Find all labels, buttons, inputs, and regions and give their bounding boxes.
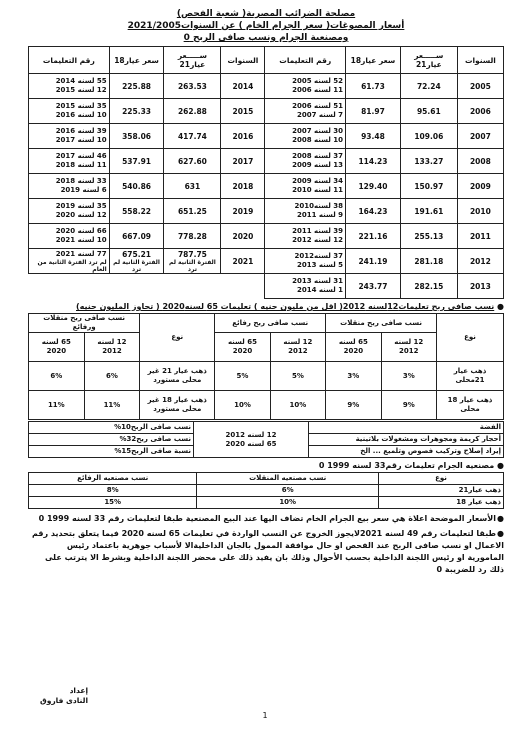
section-3-title-text: مصنعيه الجرام تعليمات رقم33 لسنه 1999 0 [318,461,495,470]
note-line: 37 لسنه2012 [294,252,344,260]
notes-cell [265,174,346,199]
notes-section [28,513,504,576]
rate-cell: نسبة صافى الربح15% [29,446,194,458]
item-cell: إيراد إصلاح وتركيب فصوص وتلميع ... الخ [309,446,504,458]
other-items-table [28,421,504,458]
item-cell: أحجار كريمة ومجوهرات ومشغولات بلاتينية [309,434,504,446]
year-12-header: 12 لسنه 2012 [270,333,325,362]
table-row [29,174,504,199]
movable-header: نسب مصنعيه المنقلات [197,473,379,485]
price21-cell: 263.53 [164,74,221,99]
price21-cell: 95.61 [400,99,457,124]
notes-cell [265,274,346,299]
header-line-3: ومصنعية الجرام ونسب صافى الربح 0 [183,33,349,43]
note-line: 51 لسنه 2006 [292,102,344,110]
price21-cell: 417.74 [164,124,221,149]
price18-cell: 540.86 [109,174,164,199]
header-line-1: مصلحة الضرائب المصرية( شعبة الفحص) [176,9,356,19]
note-line: 46 لسنه 2017 [55,152,107,160]
notes-cell [29,199,110,224]
note-line: 35 لسنه 2019 [55,202,107,210]
price18-cell: 221.16 [346,224,401,249]
note-line: 11 لسنه 2010 [292,186,344,194]
note-line: 33 لسنه 2018 [55,177,107,185]
price18-cell: 667.09 [109,224,164,249]
prepared-by [40,686,88,706]
rate-cell: 11% [84,391,140,420]
type-header: نوع [437,314,504,362]
prices-table [28,46,504,299]
note-line: 9 لسنه 2011 [296,211,344,219]
note-line: 12 لسنه 2015 [55,86,107,94]
type-cell: ذهب عيار 18 محلى [437,391,504,420]
year-cell: 2021 [221,249,265,274]
year-cell: 2017 [221,149,265,174]
price18-cell: 558.22 [109,199,164,224]
table-row [29,274,504,299]
rate-cell: 10% [197,497,379,509]
document-header [28,8,504,44]
note-paragraph [28,528,504,576]
note-line: 11 لسنه 2018 [55,161,107,169]
note-line: 38 لسنه2010 [294,202,344,210]
notes-cell [29,149,110,174]
price21-cell: 150.97 [400,174,457,199]
combined-header: نسب صافى ربح منقلات ورفائع [29,314,140,333]
price18-cell: 243.77 [346,274,401,299]
notes-cell [265,124,346,149]
note-line: 34 لسنه 2009 [292,177,344,185]
col-price18-left: سعر عيار18 [109,47,164,74]
price21-cell: 631 [164,174,221,199]
movable-header: نسب صافى ربح منقلات [326,314,437,333]
type-cell: ذهب عيار 21محلى [437,362,504,391]
item-cell: الفضة [309,422,504,434]
note-line: 30 لسنه 2007 [292,127,344,135]
price18-cell: 114.23 [346,149,401,174]
type-cell: ذهب عيار 18 غير محلى مستورد [140,391,215,420]
col-price21-left: ســـــعر عيار21 [164,47,221,74]
note-line: 11 لسنه 2006 [292,86,344,94]
year-cell: 2019 [221,199,265,224]
year-65-header: 65 لسنه 2020 [215,333,270,362]
year-cell: 2014 [221,74,265,99]
rate-cell: 8% [29,485,197,497]
table-row [29,99,504,124]
rate-cell: 6% [84,362,140,391]
note-line: 6 لسنه 2019 [60,186,107,194]
table-row [29,149,504,174]
price21-cell: 627.60 [164,149,221,174]
price18-cell: 61.73 [346,74,401,99]
profit-rates-table [28,313,504,420]
note-line: 7 لسنه 2007 [296,111,344,119]
table-row [29,224,504,249]
type-header: نوع [140,314,215,362]
note-line: 39 لسنه 2011 [292,227,344,235]
type-cell: ذهب عيار 18 [379,497,504,509]
year-cell: 2011 [457,224,503,249]
instruction-line: 12 لسنه 2012 [225,430,277,439]
rate-cell: 9% [326,391,381,420]
note-line: لم ترد الفترة الثانية من العام [37,258,107,273]
col-price21-right: ســـــعر عيار21 [400,47,457,74]
section-2-title-text: نسب صافى ربح تعليمات12لسنه 2012( اقل من مليون جنيه ) تعليمات 65 لسنه2020 ( تجاوز المليون جنيه) [76,302,495,311]
notes-cell [265,149,346,174]
type-header: نوع [379,473,504,485]
note-line: 13 لسنه 2009 [292,161,344,169]
year-cell: 2007 [457,124,503,149]
rate-cell: نسب صافى ربح32% [29,434,194,446]
price21-cell: 282.15 [400,274,457,299]
notes-cell [29,99,110,124]
bullet-icon: ● [497,529,504,538]
note-line: 10 لسنه 2016 [55,111,107,119]
notes-cell [29,224,110,249]
year-cell: 2010 [457,199,503,224]
table-row [29,249,504,274]
year-cell: 2018 [221,174,265,199]
year-cell: 2008 [457,149,503,174]
price18-cell: 129.40 [346,174,401,199]
rate-cell: 9% [381,391,436,420]
notes-cell [29,74,110,99]
rate-cell: 15% [29,497,197,509]
instructions-cell [194,422,309,458]
note-line: 12 لسنه 2020 [55,211,107,219]
rate-cell: 3% [381,362,436,391]
note-line: 12 لسنه 2012 [292,236,344,244]
prepared-label: إعداد [69,686,89,695]
price21-cell [164,249,221,274]
note-line: 66 لسنه 2020 [55,227,107,235]
note-line: 1 لسنه 2014 [296,286,344,294]
section-3-title: ● مصنعيه الجرام تعليمات رقم33 لسنه 1999 0 [318,461,504,470]
price21-cell: 133.27 [400,149,457,174]
rate-cell: 10% [270,391,325,420]
rate-cell: 5% [270,362,325,391]
note-line: 55 لسنه 2014 [55,77,107,85]
document-page [28,8,504,579]
price-note: الفترة الثانية لم ترد [113,258,160,273]
workmanship-table [28,472,504,509]
price18-cell: 537.91 [109,149,164,174]
notes-cell [265,249,346,274]
year-65-header: 65 لسنه 2020 [326,333,381,362]
notes-cell [265,224,346,249]
year-cell: 2009 [457,174,503,199]
col-price18-right: سعر عيار18 [346,47,401,74]
price21-cell: 109.06 [400,124,457,149]
col-notes-right: رقم التعليمات [265,47,346,74]
year-cell: 2013 [457,274,503,299]
rate-cell: نسب صافى الربح10% [29,422,194,434]
year-cell: 2015 [221,99,265,124]
rate-cell: 3% [326,362,381,391]
price18-cell: 241.19 [346,249,401,274]
price18-cell: 93.48 [346,124,401,149]
note-line: 10 لسنه 2017 [55,136,107,144]
notes-cell [265,99,346,124]
price18-cell: 358.06 [109,124,164,149]
price21-cell: 72.24 [400,74,457,99]
col-year-left: السنوات [221,47,265,74]
rate-cell: 6% [29,362,85,391]
note-line: 35 لسنه 2015 [55,102,107,110]
note-line: 31 لسنه 2013 [292,277,344,285]
price18-cell: 164.23 [346,199,401,224]
notes-cell [265,199,346,224]
price18-cell: 225.88 [109,74,164,99]
bullet-icon: ● [497,514,504,523]
col-notes-left: رقم التعليمات [29,47,110,74]
col-year-right: السنوات [457,47,503,74]
price-value: 787.75 [177,249,207,259]
section-2-title: ● نسب صافى ربح تعليمات12لسنه 2012( اقل من مليون جنيه ) تعليمات 65 لسنه2020 ( تجاوز المليون جنيه) [76,302,504,311]
stationary-header: نسب مصنعيه الرفائع [29,473,197,485]
year-cell: 2020 [221,224,265,249]
stationary-header: نسب صافى ربح رفائع [215,314,326,333]
table-row [29,74,504,99]
price21-cell: 778.28 [164,224,221,249]
rate-cell: 11% [29,391,85,420]
notes-cell [29,124,110,149]
year-65-header: 65 لسنه 2020 [29,333,85,362]
table-row [29,124,504,149]
price-value: 675.21 [122,249,152,259]
year-cell: 2016 [221,124,265,149]
type-cell: ذهب عيار 21 غير محلى مستورد [140,362,215,391]
type-cell: ذهب عيار21 [379,485,504,497]
empty-cell [29,274,265,299]
notes-cell [29,249,110,274]
rate-cell: 5% [215,362,270,391]
rate-cell: 10% [215,391,270,420]
note-line: 52 لسنه 2005 [292,77,344,85]
price21-cell: 651.25 [164,199,221,224]
year-cell: 2012 [457,249,503,274]
header-line-2: أسعار المصوغات( سعر الجرام الخام ) عن السنوات2021/2005 [127,21,405,31]
year-12-header: 12 لسنه 2012 [381,333,436,362]
year-12-header: 12 لسنه 2012 [84,333,140,362]
instruction-line: 65 لسنه 2020 [225,439,277,448]
note-line: 77 لسنه 2021 [55,249,107,258]
year-cell: 2006 [457,99,503,124]
price18-cell: 225.33 [109,99,164,124]
price21-cell: 191.61 [400,199,457,224]
rate-cell: 6% [197,485,379,497]
notes-cell [29,174,110,199]
prepared-name: النادى فاروق [40,696,89,705]
price21-cell: 255.13 [400,224,457,249]
price21-cell: 262.88 [164,99,221,124]
note-line: 39 لسنه 2016 [55,127,107,135]
table-row [29,199,504,224]
note-text: الأسعار الموضحة اعلاة هي سعر بيع الجرام الخام تضاف اليها عند البيع المصنعية طبقا لتعليمات رقم 33 لسنه 1999 0 [38,514,496,523]
price18-cell [109,249,164,274]
price-note: الفترة الثانية لم ترد [169,258,216,273]
page-number: 1 [262,711,268,720]
note-line: 10 لسنه 2008 [292,136,344,144]
note-paragraph [28,513,504,525]
price18-cell: 81.97 [346,99,401,124]
year-cell: 2005 [457,74,503,99]
note-text: طبقا لتعليمات رقم 49 لسنه 2021لايجوز الخروج عن النسب الواردة في تعليمات 65 لسنه 2020 فيما يتعلق بتحديد رقم الاعمال او نسب صافى الربح عند الفحص او حال موافقة الممول بالجان الداخليةالا لأسباب جوهرية باعتماد رئيس المامورية او رئيس اللجنة الداخلية بحسب الأحوال وذلك بان يفيد ذلك على محضر اللجنة الداخلية وبشرط الا يترتب على ذلك رد للضريبة 0 [31,529,504,574]
notes-cell [265,74,346,99]
note-line: 10 لسنه 2021 [55,236,107,244]
note-line: 37 لسنه 2008 [292,152,344,160]
note-line: 5 لسنه 2013 [296,261,344,269]
price21-cell: 281.18 [400,249,457,274]
